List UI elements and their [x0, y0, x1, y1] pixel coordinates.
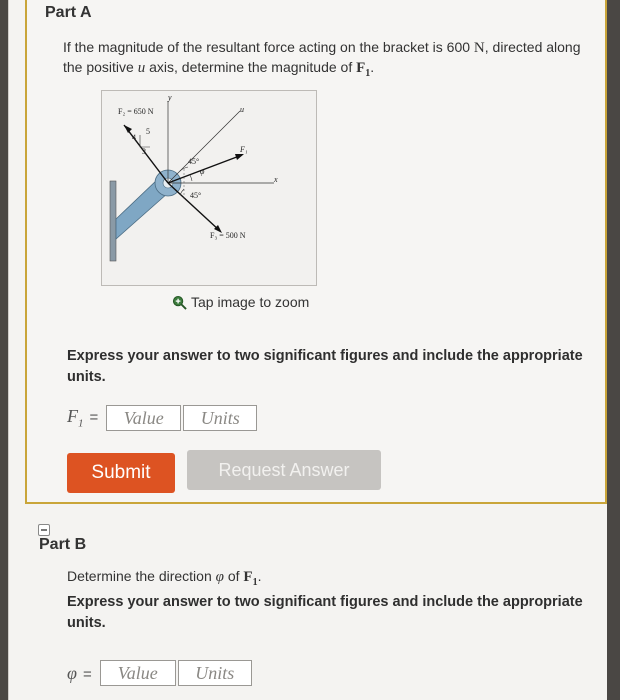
part-b-answer-row — [67, 660, 252, 686]
part-a-instruction: Express your answer to two significant figures and include the appropriate units. — [67, 348, 583, 385]
force-variable: $F_1$ — [356, 60, 371, 79]
label-f3: F₃ = 500 N — [210, 231, 246, 240]
part-a-question: If the magnitude of the resultant force acting on the bracket is 600 N, directed along the positive u axis, determine the magnitude of $F_1$. — [63, 39, 581, 79]
f2-arrowhead — [124, 125, 132, 133]
label-f1: F₁ — [240, 145, 248, 154]
label-tri-3: 3 — [142, 147, 146, 156]
question-text-1: If the magnitude of the resultant force acting on the bracket is 600 — [63, 39, 471, 55]
zoom-in-icon — [172, 295, 187, 310]
page — [8, 0, 607, 700]
question-text-2: , directed along the positive — [63, 39, 581, 75]
unit-n: N — [473, 40, 485, 56]
part-a-title: Part A — [45, 4, 92, 21]
part-b-text-2: of — [227, 568, 240, 584]
f1-arrowhead — [235, 154, 244, 160]
tap-to-zoom[interactable] — [172, 294, 309, 310]
label-u: u — [240, 105, 244, 114]
arc-45-bottom — [180, 189, 184, 195]
label-tri-5: 5 — [146, 127, 150, 136]
zoom-text: Tap image to zoom — [191, 294, 310, 310]
slope-triangle — [140, 135, 150, 147]
part-b-question: Determine the direction φ of $F_1$. — [67, 568, 262, 588]
f1-arrow — [168, 155, 242, 183]
axis-variable: u — [137, 60, 146, 76]
value-input[interactable]: Value — [106, 405, 181, 431]
label-x: x — [274, 175, 278, 184]
arc-phi — [190, 175, 192, 181]
phi-variable: φ — [215, 569, 224, 585]
part-b-force-variable: $F_1$ — [243, 569, 258, 588]
question-text-3: axis, determine the magnitude of — [149, 59, 353, 75]
label-y: y — [168, 93, 172, 102]
part-b-instruction: Express your answer to two significant figures and include the appropriate units. — [67, 594, 583, 631]
bracket-figure[interactable] — [101, 90, 317, 286]
phi-units-input[interactable]: Units — [178, 660, 252, 686]
request-answer-button[interactable]: Request Answer — [187, 450, 381, 490]
answer-label-f1: $F_1$ = — [67, 406, 99, 430]
part-b-title: Part B — [39, 536, 87, 553]
label-tri-4: 4 — [132, 133, 136, 142]
units-input[interactable]: Units — [183, 405, 257, 431]
collapse-icon[interactable] — [38, 524, 50, 536]
label-45-top: 45° — [188, 157, 200, 166]
bracket-diagram — [102, 91, 316, 285]
wall-plate — [110, 181, 116, 261]
phi-value-input[interactable]: Value — [100, 660, 176, 686]
answer-label-phi: φ = — [67, 662, 92, 683]
label-45-bottom: 45° — [190, 191, 202, 200]
submit-button[interactable]: Submit — [67, 453, 175, 493]
part-a-answer-row — [67, 405, 257, 431]
part-b-text-1: Determine the direction — [67, 568, 212, 584]
label-phi: φ — [200, 167, 205, 176]
label-f2: F₂ = 650 N — [118, 107, 154, 116]
